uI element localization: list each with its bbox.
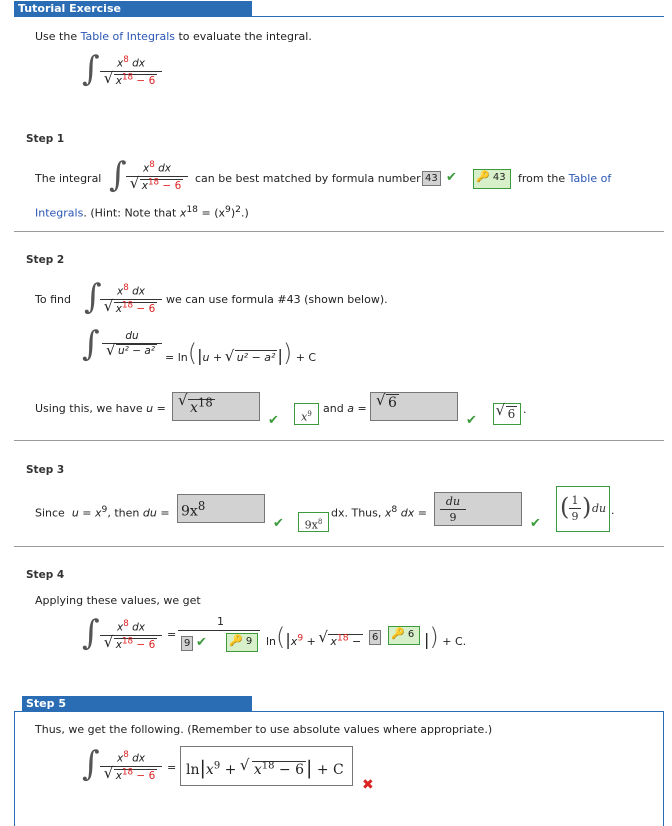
one-numerator: 1 bbox=[217, 615, 224, 628]
check-icon: ✔ bbox=[530, 516, 541, 531]
step2-label: Step 2 bbox=[26, 254, 65, 266]
and-a-text: and a = bbox=[323, 402, 367, 415]
integrand-fraction: $x^8$ dx √ $x^{18} - 6$ bbox=[100, 283, 162, 315]
integrand-fraction: $x^8$ dx √ $x^{18} - 6$ bbox=[100, 619, 162, 651]
header-rule bbox=[14, 16, 664, 17]
denominator-input[interactable]: 9 bbox=[181, 636, 193, 651]
formula-fraction: du √ u² − a² bbox=[102, 330, 162, 357]
u-correct-answer: $x^9$ bbox=[294, 403, 319, 425]
du-input[interactable]: $9x^8$ bbox=[177, 494, 265, 523]
correct-answer-box: 🔑 43 bbox=[473, 169, 511, 189]
step5-label: Step 5 bbox=[22, 696, 252, 711]
fraction-bar bbox=[178, 630, 260, 631]
step1-text-after: from the Table of bbox=[518, 172, 612, 185]
formula-text: we can use formula #43 (shown below). bbox=[166, 293, 388, 306]
integral-sign: ∫ bbox=[82, 49, 100, 89]
period: . bbox=[611, 504, 615, 517]
integrals-link[interactable]: Integrals bbox=[35, 206, 84, 220]
period: . bbox=[523, 403, 527, 416]
check-icon: ✔ bbox=[268, 413, 279, 428]
equals: = bbox=[167, 628, 177, 641]
integrand-fraction: $x^8$ dx √ $x^{18} - 6$ bbox=[126, 160, 188, 192]
check-icon: ✔ bbox=[273, 516, 284, 531]
check-icon: ✔ bbox=[466, 413, 477, 428]
table-of-integrals-link[interactable]: Table of bbox=[568, 172, 612, 185]
sqrt-constant-input[interactable]: 6 bbox=[369, 630, 381, 645]
integrand-fraction: $x^8$ dx √ $x^{18} - 6$ bbox=[100, 750, 162, 782]
applying-text: Applying these values, we get bbox=[35, 594, 201, 607]
du-correct-answer: $9x^8$ bbox=[298, 512, 329, 532]
table-of-integrals-link[interactable]: Table of Integrals bbox=[80, 30, 175, 43]
step4-label: Step 4 bbox=[26, 569, 65, 581]
x8dx-input[interactable]: du 9 bbox=[434, 492, 522, 526]
denominator-correct-answer: 🔑 9 bbox=[226, 633, 258, 652]
divider bbox=[14, 440, 664, 441]
x8dx-correct-answer: ( 1 9 ) du bbox=[556, 486, 610, 532]
step1-text: The integral bbox=[35, 172, 102, 185]
wrong-icon: ✖ bbox=[362, 777, 374, 793]
integral-sign: ∫ bbox=[82, 613, 100, 653]
a-correct-answer: √ 6 bbox=[493, 403, 521, 425]
sqrt-constant-correct-answer: 🔑 6 bbox=[388, 626, 420, 645]
a-input[interactable]: √ 6 bbox=[370, 392, 458, 421]
header-title: Tutorial Exercise bbox=[14, 1, 252, 16]
final-answer-input[interactable]: $\ln|x^9$ + √ $x^{18} - 6$ | + C bbox=[180, 746, 353, 786]
equals: = bbox=[167, 761, 177, 774]
using-text: Using this, we have u = bbox=[35, 402, 166, 415]
since-text: Since $u = x^9$, then du = bbox=[35, 504, 170, 520]
to-find-text: To find bbox=[35, 293, 71, 306]
formula-rhs: = ln(|u + √ u² − a² |) + C bbox=[165, 339, 316, 367]
dx-thus-text: dx. Thus, $x^8$ dx = bbox=[331, 504, 427, 520]
u-input[interactable]: √ $x^{18}$ bbox=[172, 392, 260, 421]
divider bbox=[14, 546, 664, 547]
step5-text: Thus, we get the following. (Remember to use absolute values where appropriate.) bbox=[35, 723, 493, 736]
check-icon: ✔ bbox=[446, 170, 457, 185]
key-icon: 🔑 bbox=[229, 634, 243, 647]
check-icon: ✔ bbox=[196, 635, 207, 650]
key-icon: 🔑 bbox=[391, 627, 405, 640]
step1-label: Step 1 bbox=[26, 133, 65, 145]
integral-sign: ∫ bbox=[109, 155, 127, 195]
integral-sign: ∫ bbox=[82, 744, 100, 784]
divider bbox=[14, 231, 664, 232]
closing-abs: |) + C. bbox=[424, 623, 467, 651]
step3-label: Step 3 bbox=[26, 464, 65, 476]
integral-sign: ∫ bbox=[82, 324, 100, 364]
ln-expression: $\ln(|x^9$ + √ $x^{18}$ − bbox=[266, 623, 363, 651]
formula-number-input[interactable]: 43 bbox=[422, 171, 441, 186]
intro-text: Use the Table of Integrals to evaluate the integral. bbox=[35, 30, 312, 43]
step1-hint: Integrals. (Hint: Note that $x^{18} = (x^9)^2$.) bbox=[35, 204, 249, 220]
integral-sign: ∫ bbox=[84, 277, 102, 317]
integrand-fraction: $x^8$ dx √ $x^{18} - 6$ bbox=[100, 55, 162, 87]
key-icon: 🔑 bbox=[476, 170, 490, 183]
step1-text-mid: can be best matched by formula number bbox=[195, 172, 421, 185]
